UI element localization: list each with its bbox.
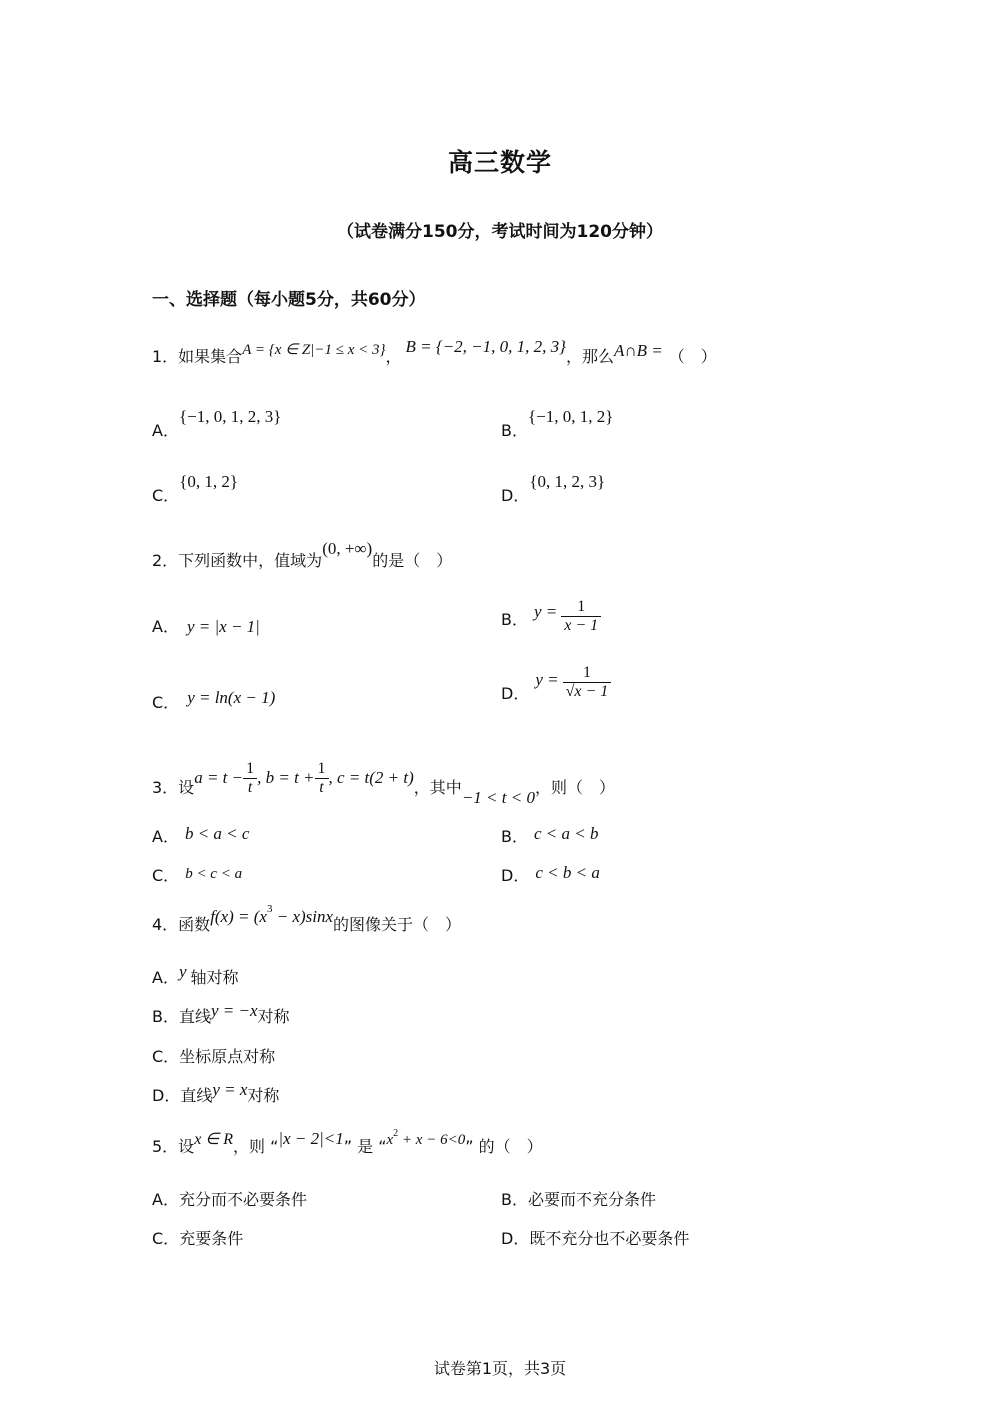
q1-prefix: 1．如果集合	[152, 347, 243, 366]
q5-option-b-label: B．	[501, 1190, 528, 1209]
q3-prefix: 3．设	[152, 778, 195, 797]
q3-option-b-label: B．	[501, 827, 528, 846]
q3-option-c-text: b < c < a	[185, 866, 243, 882]
q1-option-b-label: B．	[501, 421, 528, 440]
q5-option-d-label: D．	[501, 1229, 530, 1248]
q1-option-a-label: A．	[152, 421, 179, 440]
q3-option-c-label: C．	[152, 866, 180, 885]
page-footer: 试卷第1页，共3页	[433, 1359, 567, 1378]
q1-set-b: B = {−2, −1, 0, 1, 2, 3}	[405, 337, 566, 356]
question-4-stem	[152, 903, 462, 934]
q2-option-d-fraction	[563, 664, 612, 701]
page-title: 高三数学	[447, 148, 552, 177]
q3-option-d-label: D．	[501, 866, 530, 885]
question-5-stem	[152, 1126, 543, 1156]
q3-option-a-label: A．	[152, 827, 179, 846]
q3-cond: −1 < t < 0	[461, 788, 535, 807]
q5-q-rhs: + x − 6<0	[398, 1132, 466, 1148]
q4-option-b-label: B．直线	[152, 1007, 211, 1026]
q1-sep: ，	[385, 347, 402, 366]
q5-prefix: 5．设	[152, 1137, 195, 1156]
question-1-stem	[152, 337, 717, 367]
q1-paren: （ ）	[668, 347, 717, 366]
q4-option-a	[152, 962, 239, 988]
q2-option-b-fraction	[561, 598, 601, 635]
q2-option-c-label: C．	[152, 693, 180, 712]
q5-option-c	[152, 1226, 243, 1249]
question-3-stem	[152, 760, 615, 807]
q2-option-a-text: y = |x − 1|	[186, 617, 260, 636]
q5-suffix: ” 的（ ）	[465, 1137, 543, 1156]
q3-option-c	[152, 860, 242, 883]
q4-prefix: 4．函数	[152, 915, 211, 934]
q1-option-a-text: {−1, 0, 1, 2, 3}	[178, 407, 282, 426]
q2-range: (0, +∞)	[322, 539, 373, 558]
q4-suffix: 的图像关于（ ）	[333, 915, 462, 934]
q2-option-d-num: 1	[563, 664, 612, 683]
q1-option-c	[152, 469, 239, 505]
q2-option-b-den: x − 1	[564, 617, 599, 634]
q1-option-c-text: {0, 1, 2}	[179, 472, 239, 491]
q4-option-d	[152, 1080, 280, 1106]
q4-option-b-math: y = −x	[210, 1001, 258, 1020]
q3-b-lhs: , b = t +	[257, 768, 315, 787]
sqrt-icon: √	[565, 683, 575, 700]
q4-option-a-math: y	[178, 962, 187, 981]
q5-option-b-text: 必要而不充分条件	[527, 1190, 656, 1209]
q1-option-a	[152, 404, 282, 440]
q3-a-lhs: a = t −	[194, 768, 244, 787]
q1-option-d-text: {0, 1, 2, 3}	[529, 472, 606, 491]
q5-q-exp: 2	[393, 1128, 399, 1139]
q3-suffix: ，则（ ）	[534, 778, 615, 797]
q5-q-lhs: x	[386, 1132, 394, 1148]
page-subtitle: （试卷满分150分，考试时间为120分钟）	[337, 222, 663, 242]
q3-a-den: t	[247, 779, 253, 796]
q4-f-rhs: − x)sinx	[272, 907, 334, 926]
q2-option-b-num: 1	[561, 598, 601, 617]
q2-option-c	[152, 685, 276, 712]
q4-exp: 3	[266, 903, 273, 915]
q5-mid1: ，则 “	[233, 1137, 279, 1156]
q4-option-d-text: 对称	[247, 1086, 280, 1105]
q1-option-c-label: C．	[152, 486, 180, 505]
q3-a-fraction	[243, 760, 257, 797]
q4-option-b	[152, 1001, 290, 1027]
q4-option-d-math: y = x	[212, 1080, 248, 1099]
q5-option-a-text: 充分而不必要条件	[178, 1190, 307, 1209]
q2-option-d-label: D．	[501, 684, 530, 703]
q1-option-b	[501, 404, 614, 440]
q3-option-b	[501, 821, 598, 844]
q5-option-c-text: 充要条件	[179, 1229, 244, 1248]
q5-option-c-label: C．	[152, 1229, 180, 1248]
q4-option-d-label: D．直线	[152, 1086, 213, 1105]
q3-option-d	[501, 860, 600, 883]
q3-mid: ，其中	[413, 778, 462, 797]
q5-mid2: ” 是 “	[343, 1137, 387, 1156]
q4-option-b-text: 对称	[257, 1007, 290, 1026]
q2-suffix: 的是（ ）	[372, 551, 453, 570]
q5-option-a	[152, 1187, 307, 1210]
q5-option-d	[501, 1226, 689, 1249]
q3-option-d-text: c < b < a	[535, 863, 600, 882]
section-title: 一、选择题（每小题5分，共60分）	[152, 290, 426, 310]
q2-option-b-label: B．	[501, 610, 528, 629]
q1-mid: ，那么	[565, 347, 614, 366]
q4-option-c-label: C．坐标原点对称	[152, 1047, 276, 1066]
q2-option-b-lhs: y =	[533, 602, 558, 621]
q1-option-b-text: {−1, 0, 1, 2}	[527, 407, 614, 426]
q3-b-num: 1	[315, 760, 329, 779]
q5-cond: x ∈ R	[194, 1131, 233, 1148]
q3-b-fraction	[315, 760, 329, 797]
q3-a-num: 1	[243, 760, 257, 779]
q3-c-expr: , c = t(2 + t)	[328, 768, 414, 787]
q5-option-d-text: 既不充分也不必要条件	[529, 1229, 690, 1248]
q2-option-d	[501, 664, 611, 701]
q1-set-a: A = {x ∈ Z|−1 ≤ x < 3}	[242, 342, 386, 358]
q5-option-b	[501, 1187, 656, 1210]
q1-expr: A∩B =	[613, 341, 663, 360]
q2-option-d-den	[563, 683, 612, 701]
q3-option-b-text: c < a < b	[533, 824, 599, 843]
q4-option-c	[152, 1044, 275, 1067]
q2-option-a	[152, 614, 260, 637]
q3-option-a-text: b < a < c	[184, 824, 250, 843]
q4-f-lhs: f(x) = (x	[210, 907, 267, 926]
q2-option-c-text: y = ln(x − 1)	[187, 688, 276, 707]
q5-option-a-label: A．	[152, 1190, 179, 1209]
q3-option-a	[152, 821, 249, 844]
q4-option-a-label: A．	[152, 968, 179, 987]
q2-option-d-lhs: y =	[535, 670, 559, 689]
q1-option-d	[501, 469, 606, 505]
question-2-stem	[152, 539, 453, 571]
q2-prefix: 2．下列函数中，值域为	[152, 551, 323, 570]
q4-option-a-text: 轴对称	[190, 968, 239, 987]
q1-option-d-label: D．	[501, 486, 530, 505]
q3-b-den: t	[319, 779, 324, 796]
q2-option-d-den-text: x − 1	[574, 683, 609, 700]
q2-option-a-label: A．	[152, 617, 179, 636]
q5-p: |x − 2|<1	[278, 1129, 344, 1148]
q2-option-b	[501, 598, 601, 635]
